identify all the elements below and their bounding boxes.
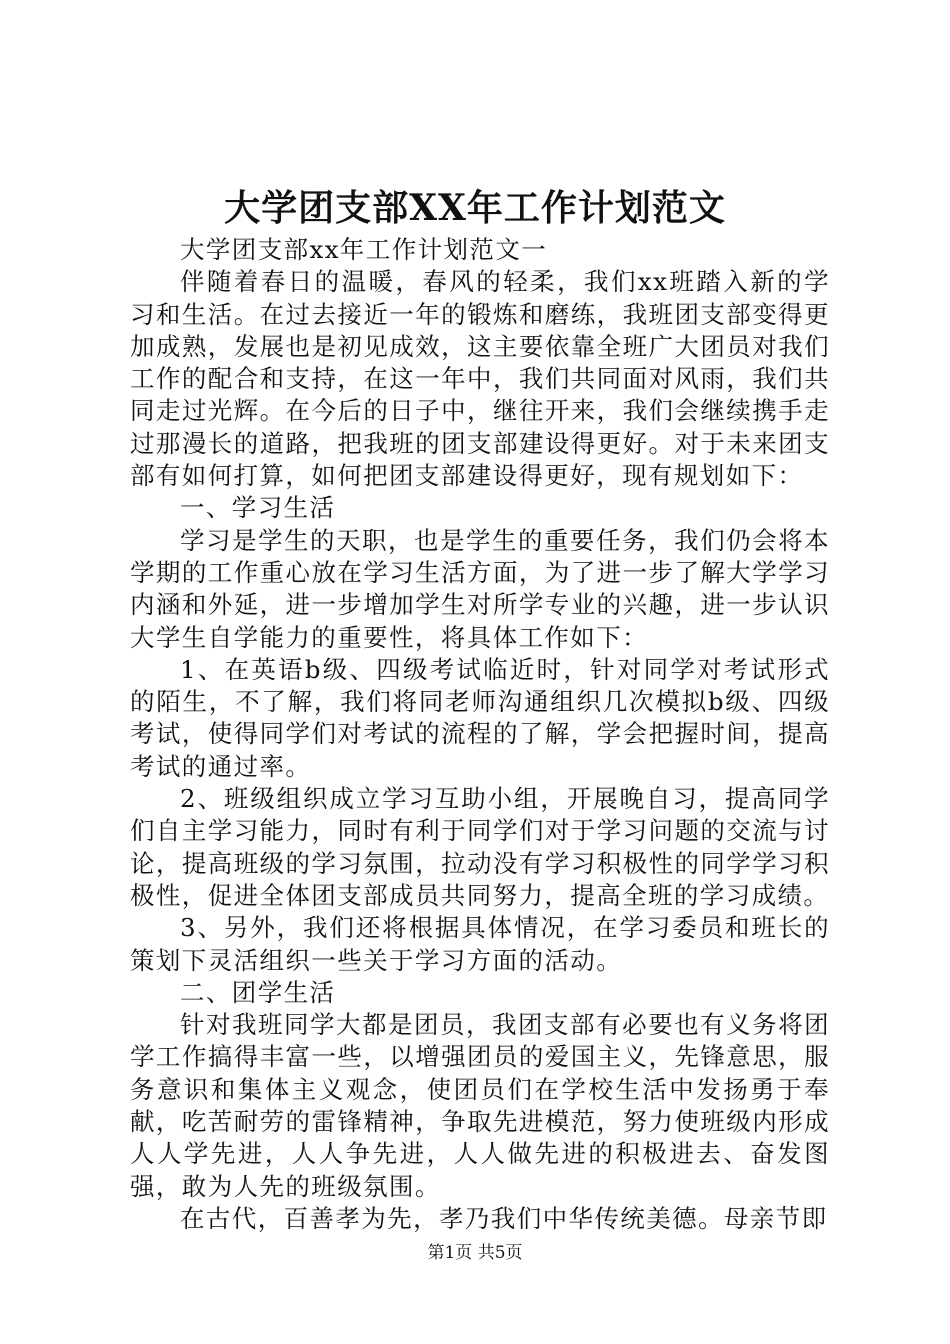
page-footer: 第1页 共5页	[427, 1243, 523, 1263]
list-item: 3、另外，我们还将根据具体情况，在学习委员和班长的策划下灵活组织一些关于学习方面的活动。	[130, 913, 830, 975]
document-body	[130, 234, 830, 1235]
list-item: 2、班级组织成立学习互助小组，开展晚自习，提高同学们自主学习能力，同时有利于同学们对于学习问题的交流与讨论，提高班级的学习氛围，拉动没有学习积极性的同学学习积极性，促进全体团支部成员共同努力，提高全班的学习成绩。	[130, 784, 830, 910]
section-subtitle: 大学团支部xx年工作计划范文一	[180, 235, 548, 264]
document-title: 大学团支部XX年工作计划范文	[224, 187, 726, 229]
body-paragraph: 在古代，百善孝为先，孝乃我们中华传统美德。母亲节即	[180, 1203, 828, 1233]
list-item: 1、在英语b级、四级考试临近时，针对同学对考试形式的陌生，不了解，我们将同老师沟通组织几次模拟b级、四级考试，使得同学们对考试的流程的了解，学会把握时间，提高考试的通过率。	[130, 654, 830, 781]
body-paragraph: 学习是学生的天职，也是学生的重要任务，我们仍会将本学期的工作重心放在学习生活方面，为了进一步了解大学学习内涵和外延，进一步增加学生对所学专业的兴趣，进一步认识大学生自学能力的重要性，将具体工作如下：	[130, 525, 830, 652]
body-paragraph: 伴随着春日的温暖，春风的轻柔，我们xx班踏入新的学习和生活。在过去接近一年的锻炼和磨练，我班团支部变得更加成熟，发展也是初见成效，这主要依靠全班广大团员对我们工作的配合和支持，在这一年中，我们共同面对风雨，我们共同走过光辉。在今后的日子中，继往开来，我们会继续携手走过那漫长的道路，把我班的团支部建设得更好。对于未来团支部有如何打算，如何把团支部建设得更好，现有规划如下：	[130, 267, 830, 491]
section-heading: 一、学习生活	[180, 493, 336, 523]
body-paragraph: 针对我班同学大都是团员，我团支部有必要也有义务将团学工作搞得丰富一些，以增强团员的爱国主义，先锋意思，服务意识和集体主义观念，使团员们在学校生活中发扬勇于奉献，吃苦耐劳的雷锋精神，争取先进模范，努力使班级内形成人人学先进，人人争先进，人人做先进的积极进去、奋发图强，敢为人先的班级氛围。	[130, 1010, 830, 1201]
section-heading: 二、团学生活	[180, 977, 336, 1007]
